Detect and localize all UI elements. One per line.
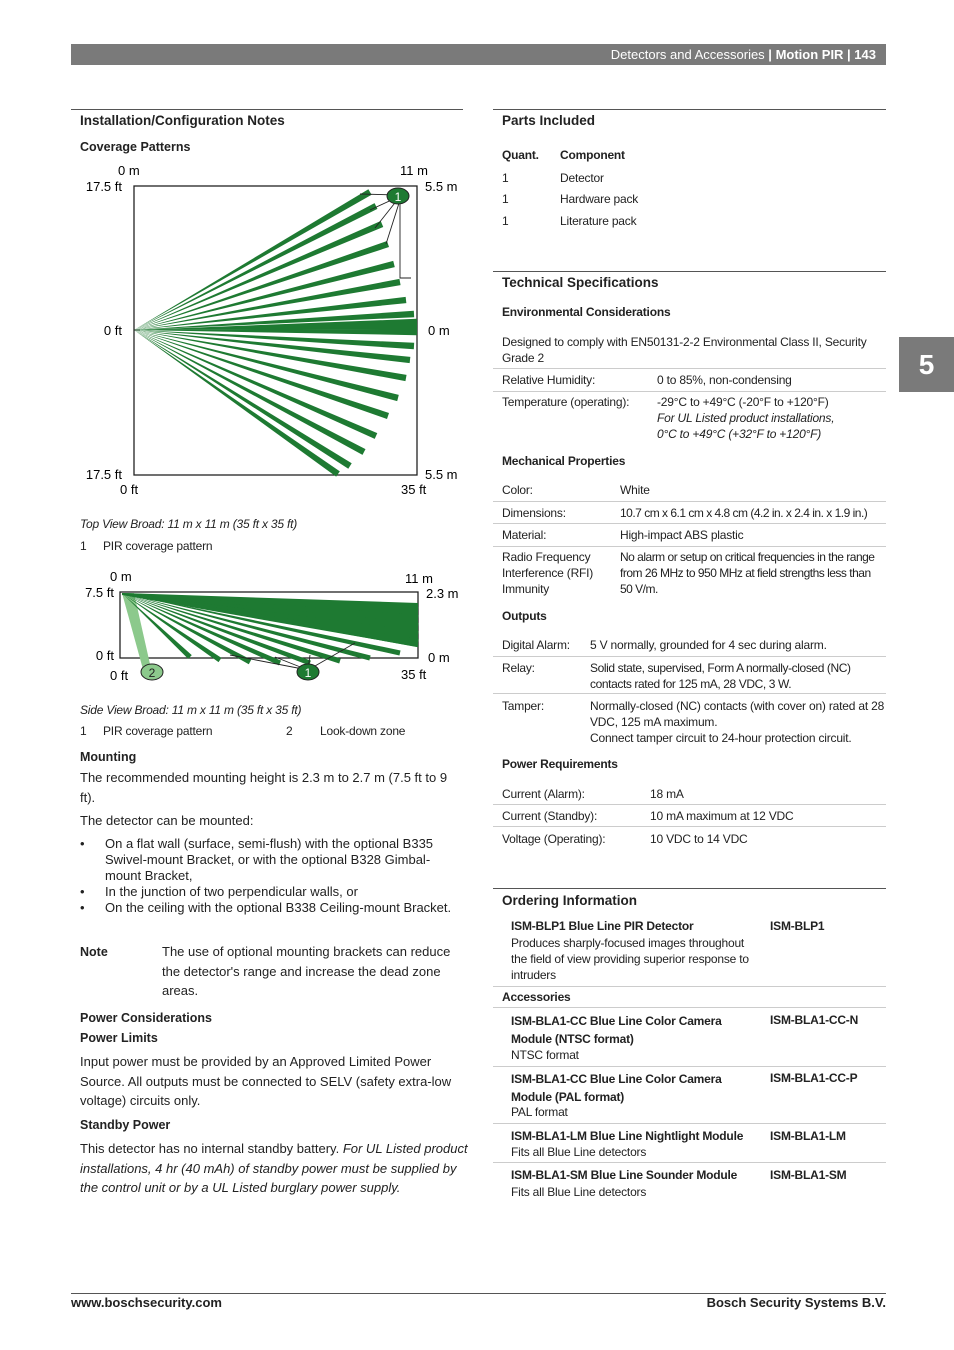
note-text: The use of optional mounting brackets can reduce the detector's range and increase the dead zone areas. — [162, 944, 451, 998]
side-label-2-3m: 2.3 m — [426, 586, 459, 601]
mech-label: Color: — [502, 483, 533, 497]
side-view-caption: Side View Broad: 11 m x 11 m (35 ft x 35 ft) — [80, 703, 302, 717]
install-title: Installation/Configuration Notes — [80, 113, 285, 128]
accessory-desc: PAL format — [511, 1105, 568, 1119]
header-product: Motion PIR | 143 — [775, 47, 876, 62]
note-label: Note — [80, 945, 108, 959]
accessory-code: ISM-BLA1-CC-P — [770, 1071, 858, 1085]
row-divider — [493, 523, 886, 524]
page-header-bar — [71, 44, 886, 65]
power-limits-title: Power Limits — [80, 1031, 158, 1045]
callout-1-label: 1 — [394, 190, 402, 204]
mech-value: White — [620, 483, 650, 497]
accessory-desc: Fits all Blue Line detectors — [511, 1185, 647, 1199]
top-legend-text: PIR coverage pattern — [103, 539, 213, 553]
tamper-value-2: Connect tamper circuit to 24-hour protection circuit. — [590, 731, 852, 745]
accessory-name: ISM-BLA1-CC Blue Line Color Camera Module (PAL format) — [511, 1072, 722, 1104]
label-35ft-bottom: 35 ft — [401, 482, 427, 497]
temp-label: Temperature (operating): — [502, 395, 630, 409]
parts-component: Detector — [560, 171, 604, 185]
mounting-title: Mounting — [80, 750, 137, 764]
accessory-desc: NTSC format — [511, 1048, 579, 1062]
row-divider — [493, 693, 886, 694]
beam — [134, 203, 377, 330]
row-divider — [493, 1162, 886, 1163]
accessory-code: ISM-BLA1-SM — [770, 1168, 847, 1182]
standby-italic: For UL Listed product installations, 4 hr (40 mAh) of standby power must be supplied by the control unit or by a UL Listed burglary power supply. — [80, 1141, 468, 1195]
power-req-title: Power Requirements — [502, 757, 618, 771]
footer-company: Bosch Security Systems B.V. — [706, 1295, 886, 1310]
temp-note-1: For UL Listed product installations, — [657, 411, 835, 425]
relay-value: Solid state, supervised, Form A normally-closed (NC) contacts rated for 125 mA, 28 VDC, 3 W. — [590, 661, 851, 691]
humidity-value: 0 to 85%, non-condensing — [657, 373, 792, 387]
product-code: ISM-BLP1 — [770, 919, 825, 933]
row-divider — [493, 826, 886, 827]
side-view-coverage-diagram — [70, 565, 470, 690]
temp-value: -29°C to +49°C (-20°F to +120°F) — [657, 395, 829, 409]
ordering-title: Ordering Information — [502, 893, 637, 908]
label-0ft-mid: 0 ft — [103, 323, 122, 338]
row-divider — [493, 1123, 886, 1124]
side-label-11m: 11 m — [405, 571, 433, 586]
mounting-list — [80, 836, 465, 916]
mech-title: Mechanical Properties — [502, 454, 626, 468]
label-17-5ft-bottom: 17.5 ft — [85, 467, 122, 482]
side-legend2-num: 2 — [286, 724, 293, 738]
row-divider — [493, 391, 886, 392]
outputs-title: Outputs — [502, 609, 547, 623]
alarm-label: Digital Alarm: — [502, 638, 570, 652]
look-down-zone — [122, 593, 152, 673]
tech-title: Technical Specifications — [502, 275, 659, 290]
standby-plain: This detector has no internal standby battery. — [80, 1141, 340, 1156]
power-req-label: Current (Standby): — [502, 809, 598, 823]
label-0m: 0 m — [118, 163, 140, 178]
side-legend2-text: Look-down zone — [320, 724, 406, 738]
label-17-5ft-top: 17.5 ft — [85, 179, 122, 194]
accessory-name: ISM-BLA1-CC Blue Line Color Camera Module (NTSC format) — [511, 1014, 722, 1046]
label-5-5m-top: 5.5 m — [425, 179, 458, 194]
callout-bracket — [400, 198, 411, 278]
label-0ft-bottom: 0 ft — [120, 482, 139, 497]
power-req-value: 18 mA — [650, 787, 684, 801]
parts-header-quant: Quant. — [502, 148, 539, 162]
top-view-coverage-diagram — [70, 160, 470, 500]
beam — [134, 330, 340, 477]
list-item: • On a flat wall (surface, semi-flush) with the optional B335 Swivel-mount Bracket, or with the optional B328 Gimbal-mount Bracket, — [80, 836, 465, 884]
parts-qty: 1 — [502, 214, 509, 228]
accessory-code: ISM-BLA1-LM — [770, 1129, 846, 1143]
side-label-0m: 0 m — [110, 569, 132, 584]
top-legend-num: 1 — [80, 539, 87, 553]
humidity-label: Relative Humidity: — [502, 373, 596, 387]
temp-note-2: 0°C to +49°C (+32°F to +120°F) — [657, 427, 822, 441]
side-legend1-num: 1 — [80, 724, 87, 738]
row-divider — [493, 501, 886, 502]
footer-divider — [71, 1293, 886, 1294]
header-separator: | — [764, 47, 776, 62]
standby-title: Standby Power — [80, 1118, 171, 1132]
accessories-title: Accessories — [502, 990, 571, 1004]
accessory-name: ISM-BLA1-LM Blue Line Nightlight Module — [511, 1129, 744, 1143]
parts-qty: 1 — [502, 192, 509, 206]
accessory-name: ISM-BLA1-SM Blue Line Sounder Module — [511, 1168, 738, 1182]
row-divider — [493, 546, 886, 547]
product-name: ISM-BLP1 Blue Line PIR Detector — [511, 919, 694, 933]
power-req-value: 10 VDC to 14 VDC — [650, 832, 748, 846]
accessory-desc: Fits all Blue Line detectors — [511, 1145, 647, 1159]
top-view-caption: Top View Broad: 11 m x 11 m (35 ft x 35 ft) — [80, 517, 298, 531]
side-beam-group — [122, 593, 419, 665]
divider — [71, 109, 463, 110]
standby-text — [80, 1139, 470, 1198]
beam-group — [134, 189, 417, 476]
power-limits-text: Input power must be provided by an Approved Limited Power Source. All outputs must be connected to SELV (safety extra-low voltage) circuits only. — [80, 1054, 452, 1108]
parts-qty: 1 — [502, 171, 509, 185]
power-req-label: Current (Alarm): — [502, 787, 585, 801]
parts-component: Hardware pack — [560, 192, 639, 206]
row-divider — [493, 986, 886, 987]
divider — [493, 271, 886, 272]
power-title: Power Considerations — [80, 1011, 212, 1025]
side-callout-1-label: 1 — [304, 666, 312, 680]
side-label-35ft-bottom: 35 ft — [401, 667, 427, 682]
side-label-7-5ft: 7.5 ft — [85, 585, 114, 600]
env-text: Designed to comply with EN50131-2-2 Environmental Class II, Security Grade 2 — [502, 335, 867, 365]
side-legend1-text: PIR coverage pattern — [103, 724, 213, 738]
parts-component: Literature pack — [560, 214, 637, 228]
row-divider — [493, 1066, 886, 1067]
chapter-tab: 5 — [899, 337, 954, 392]
side-label-0ft-bottom: 0 ft — [110, 668, 129, 683]
footer-website[interactable]: www.boschsecurity.com — [71, 1295, 222, 1310]
parts-header-component: Component — [560, 148, 625, 162]
label-5-5m-bottom: 5.5 m — [425, 467, 458, 482]
header-section: Detectors and Accessories — [610, 47, 765, 62]
relay-label: Relay: — [502, 661, 535, 675]
list-item: • In the junction of two perpendicular walls, or — [80, 884, 465, 900]
side-callout-2-label: 2 — [148, 666, 156, 680]
parts-title: Parts Included — [502, 113, 596, 128]
tamper-value-1: Normally-closed (NC) contacts (with cover on) rated at 28 VDC, 125 mA maximum. — [590, 699, 885, 729]
label-11m: 11 m — [400, 163, 428, 178]
beam — [134, 323, 417, 330]
row-divider — [493, 804, 886, 805]
beam — [134, 330, 365, 455]
env-title: Environmental Considerations — [502, 305, 671, 319]
power-req-label: Voltage (Operating): — [502, 832, 606, 846]
product-desc: Produces sharply-focused images throughout the field of view providing superior response to intruders — [511, 936, 749, 982]
row-divider — [493, 368, 886, 369]
divider — [493, 109, 886, 110]
divider — [493, 888, 886, 889]
mounting-paragraph-1: The recommended mounting height is 2.3 m to 2.7 m (7.5 ft to 9 ft). — [80, 770, 448, 805]
beam — [134, 330, 410, 363]
side-label-0ft-left: 0 ft — [95, 648, 114, 663]
row-divider — [493, 1007, 886, 1008]
coverage-title: Coverage Patterns — [80, 140, 191, 154]
mech-label: Material: — [502, 528, 547, 542]
rfi-value: No alarm or setup on critical frequencies in the range from 26 MHz to 950 MHz at field strengths less than 50 V/m. — [620, 550, 875, 596]
mech-label: Dimensions: — [502, 506, 566, 520]
side-label-0m-right: 0 m — [428, 650, 450, 665]
list-item: • On the ceiling with the optional B338 Ceiling-mount Bracket. — [80, 900, 465, 916]
mounting-paragraph-2: The detector can be mounted: — [80, 813, 254, 828]
accessory-code: ISM-BLA1-CC-N — [770, 1013, 859, 1027]
row-divider — [493, 656, 886, 657]
power-req-value: 10 mA maximum at 12 VDC — [650, 809, 794, 823]
mech-value: 10.7 cm x 6.1 cm x 4.8 cm (4.2 in. x 2.4 in. x 1.9 in.) — [620, 506, 868, 520]
tamper-label: Tamper: — [502, 699, 544, 713]
rfi-label: Radio Frequency Interference (RFI) Immunity — [502, 550, 594, 596]
mech-value: High-impact ABS plastic — [620, 528, 744, 542]
alarm-value: 5 V normally, grounded for 4 sec during alarm. — [590, 638, 827, 652]
label-0m-mid: 0 m — [428, 323, 450, 338]
